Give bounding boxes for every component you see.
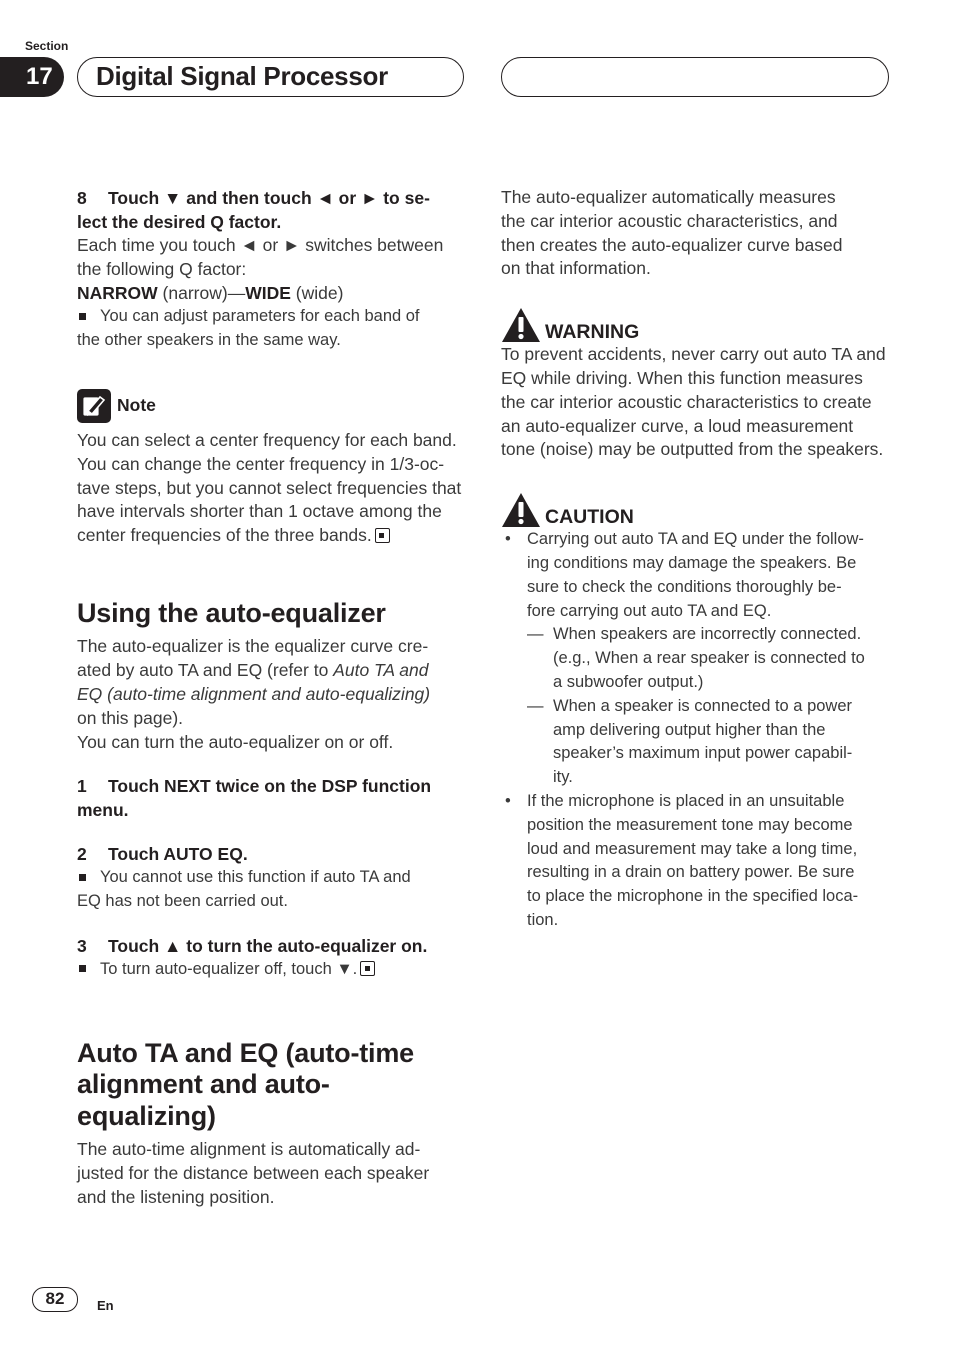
dash-bullet-icon: — [527,625,544,644]
note-line: center frequencies of the three bands. [77,525,372,546]
caution-subitem-1 [501,623,889,694]
bullet-text: the other speakers in the same way. [77,331,341,350]
caution-line: When a speaker is connected to a power [553,696,853,715]
caution-line: When speakers are incorrectly connected. [553,625,862,644]
caution-line: amp delivering output higher than the [553,720,826,739]
note-line: tave steps, but you cannot select frequencies that [77,477,462,498]
step-number: 3 [77,936,87,957]
section-heading-auto-ta-eq [77,1038,465,1133]
step-8-bullet [77,305,465,353]
bullet-text: You cannot use this function if auto TA and [100,868,411,887]
step-number: 8 [77,188,87,208]
bullet-dot-icon: • [505,530,511,549]
warning-line: an auto-equalizer curve, a loud measurement [501,415,854,436]
warning-text [501,343,889,462]
wide-label: WIDE [245,282,291,303]
step-1 [77,774,465,822]
step-2 [77,842,465,866]
caution-line: position the measurement tone may become [527,815,853,834]
warning-line: tone (noise) may be outputted from the speakers. [501,439,884,460]
body-line: on that information. [501,258,651,279]
narrow-label: NARROW [77,282,158,303]
step-text: Touch ▲ to turn the auto-equalizer on. [108,936,428,957]
step-number: 1 [77,776,87,797]
section-number-tab: 17 [0,57,64,97]
caution-triangle-icon [501,492,541,528]
body-line: and the listening position. [77,1186,275,1207]
body-line: on this page). [77,707,184,728]
warning-label: WARNING [545,321,640,344]
caution-item-2 [501,790,889,933]
note-line: have intervals shorter than 1 octave among the [77,501,442,522]
heading-line: equalizing) [77,1100,216,1131]
bullet-text: You can adjust parameters for each band of [100,307,420,326]
note-pencil-icon [77,389,111,423]
caution-label: CAUTION [545,506,634,529]
bullet-text: To turn auto-equalizer off, touch ▼. [100,960,358,979]
language-code: En [97,1298,114,1313]
step-8 [77,186,465,234]
step-2-bullet [77,866,465,914]
square-bullet-icon [79,313,86,320]
warning-line: EQ while driving. When this function measures [501,367,863,388]
end-mark-icon [360,961,375,976]
step-number: 2 [77,844,87,865]
bullet-text: EQ has not been carried out. [77,892,288,911]
caution-line: fore carrying out auto TA and EQ. [527,601,772,620]
step-text: Touch NEXT twice on the DSP function [108,776,432,797]
caution-line: ity. [553,768,573,787]
dash-bullet-icon: — [527,696,544,715]
caution-line: (e.g., When a rear speaker is connected to [553,649,865,668]
step-text: Touch AUTO EQ. [108,844,248,865]
square-bullet-icon [79,965,86,972]
page-number: 82 [32,1287,78,1312]
caution-line: If the microphone is placed in an unsuitable [527,791,845,810]
caution-line: tion. [527,910,559,929]
caution-line: speaker’s maximum input power capabil- [553,744,853,763]
caution-line: a subwoofer output.) [553,672,704,691]
bullet-dot-icon: • [505,791,511,810]
section-heading-using-auto-equalizer: Using the auto-equalizer [77,597,386,628]
cross-reference-link[interactable]: EQ (auto-time alignment and auto-equalizing) [77,684,431,705]
narrow-desc: (narrow)— [157,282,246,303]
body-line: then creates the auto-equalizer curve based [501,234,843,255]
q-factor-options [77,282,465,306]
end-mark-icon [375,528,390,543]
wide-desc: (wide) [290,282,344,303]
note-text [77,429,465,548]
cross-reference-link[interactable]: Auto TA and [333,660,429,681]
square-bullet-icon [79,874,86,881]
step-text: Touch ▼ and then touch ◄ or ► to se- [108,188,430,208]
note-line: You can select a center frequency for each band. [77,429,457,450]
left-column [77,186,465,1210]
header-empty-box [501,57,889,97]
warning-triangle-icon [501,307,541,343]
caution-line: resulting in a drain on battery power. Be sure [527,863,855,882]
body-line: The auto-time alignment is automatically ad- [77,1139,421,1160]
heading-line: Auto TA and EQ (auto-time [77,1037,414,1068]
body-line: You can turn the auto-equalizer on or off. [77,731,394,752]
note-label: Note [117,395,156,416]
caution-item-1 [501,528,889,623]
auto-ta-intro [77,1138,465,1209]
body-line: Each time you touch ◄ or ► switches between [77,235,444,255]
body-line: the car interior acoustic characteristics, and [501,210,838,231]
right-intro [501,186,889,281]
right-column [501,186,889,933]
body-line: ated by auto TA and EQ (refer to [77,660,334,681]
section-label: Section [25,39,69,53]
warning-line: To prevent accidents, never carry out auto TA and [501,344,886,365]
caution-line: to place the microphone in the specified loca- [527,887,859,906]
note-header [77,389,465,423]
caution-line: loud and measurement may take a long time, [527,839,858,858]
step-8-body [77,234,465,305]
caution-line: ing conditions may damage the speakers. Be [527,553,857,572]
body-line: The auto-equalizer automatically measures [501,187,836,207]
caution-line: Carrying out auto TA and EQ under the follow- [527,530,864,549]
heading-line: alignment and auto- [77,1069,330,1100]
caution-header [501,490,889,528]
warning-line: the car interior acoustic characteristics to create [501,391,872,412]
auto-equalizer-intro [77,635,465,754]
caution-line: sure to check the conditions thoroughly be- [527,577,842,596]
body-line: justed for the distance between each speaker [77,1163,430,1184]
step-text: menu. [77,800,129,821]
page-title: Digital Signal Processor [77,57,464,97]
note-line: You can change the center frequency in 1/3-oc- [77,453,445,474]
body-line: the following Q factor: [77,258,247,279]
step-3 [77,934,465,958]
body-line: The auto-equalizer is the equalizer curve cre- [77,636,429,657]
step-3-bullet [77,958,465,982]
warning-header [501,305,889,343]
step-text: lect the desired Q factor. [77,212,282,232]
caution-subitem-2 [501,695,889,790]
